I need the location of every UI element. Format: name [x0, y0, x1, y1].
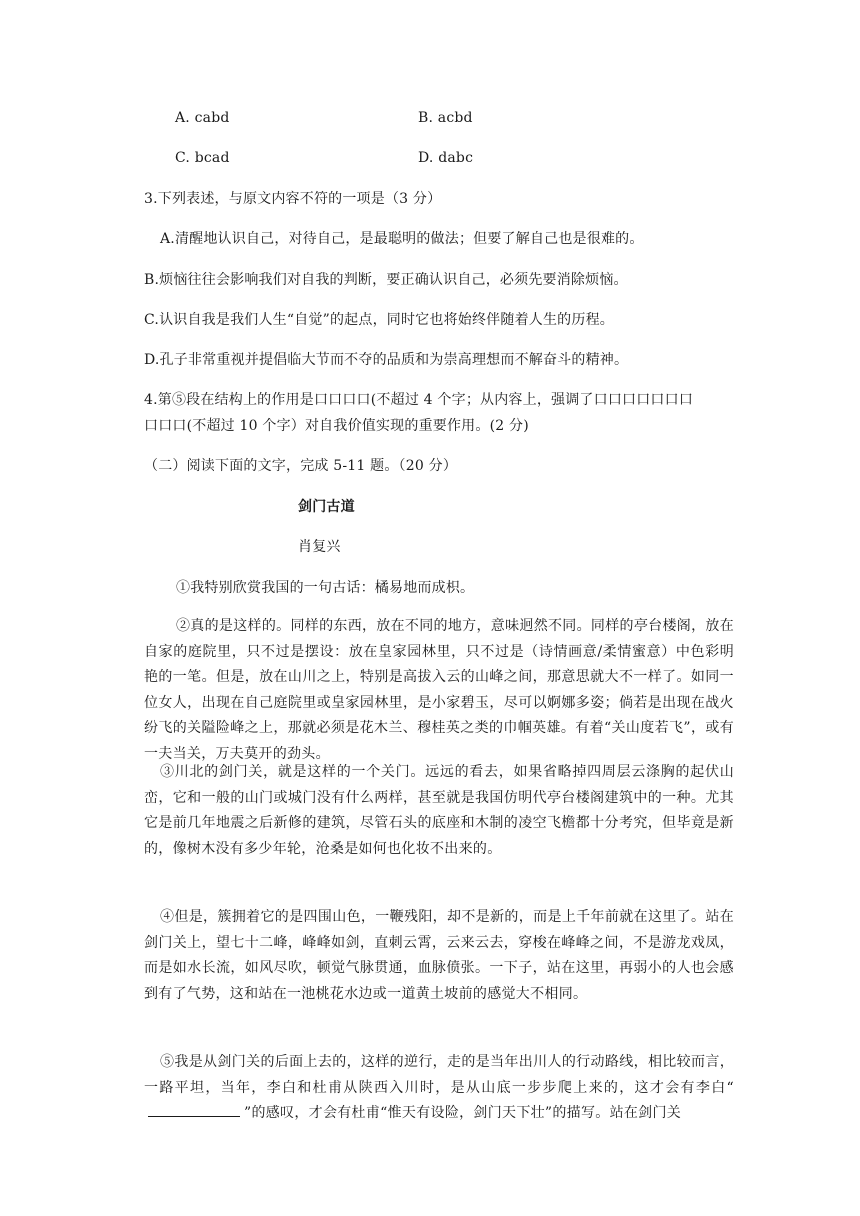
question-4-line-1: 4.第⑤段在结构上的作用是口口口口(不超过 4 个字；从内容上，强调了口口口口口口口	[144, 392, 694, 408]
question-3-option-c: C.认识自我是我们人生“自觉”的起点，同时它也将始终伴随着人生的历程。	[144, 312, 614, 328]
paragraph-5	[144, 1050, 734, 1127]
option-d: D. dabc	[418, 150, 474, 166]
question-3-option-b: B.烦恼往往会影响我们对自我的判断，要正确认识自己，必须先要消除烦恼。	[144, 272, 628, 288]
article-author: 肖复兴	[298, 539, 341, 555]
option-b: B. acbd	[418, 110, 473, 126]
paragraph-5-part-2: ”的感叹，才会有杜甫“惟天有设险，剑门天下壮”的描写。站在剑门关	[244, 1105, 682, 1122]
option-c: C. bcad	[175, 150, 230, 166]
paragraph-5-part-1: ⑤我是从剑门关的后面上去的，这样的逆行，走的是当年出川人的行动路线，相比较而言，一路平坦，当年，李白和杜甫从陕西入川时，是从山底一步步爬上来的，这才会有李白“	[144, 1054, 734, 1096]
paragraph-2: ②真的是这样的。同样的东西，放在不同的地方，意味迥然不同。同样的亭台楼阁，放在自家的庭院里，只不过是摆设：放在皇家园林里，只不过是（诗情画意/柔情蜜意）中色彩明艳的一笔。但是，放在山川之上，特别是高拔入云的山峰之间，那意思就大不一样了。如同一位女人，出现在自己庭院里或皇家园林里，是小家碧玉，尽可以婀娜多姿；倘若是出现在战火纷飞的关隘险峰之上，那就必须是花木兰、穆桂英之类的巾帼英雄。有着“关山度若飞”，或有一夫当关，万夫莫开的劲头。	[144, 618, 734, 762]
section-2-heading: （二）阅读下面的文字，完成 5-11 题。（20 分）	[144, 458, 458, 474]
paragraph-1: ①我特别欣赏我国的一句古话：橘易地而成枳。	[176, 580, 475, 596]
question-4-line-2: 口口口(不超过 10 个字）对自我价值实现的重要作用。(2 分)	[144, 418, 529, 434]
paragraph-4: ④但是，簇拥着它的是四围山色，一鞭残阳，却不是新的，而是上千年前就在这里了。站在剑门关上，望七十二峰，峰峰如剑，直刺云霄，云来云去，穿梭在峰峰之间，不是游龙戏凤，而是如水长流，如风尽吹，顿觉气脉贯通，血脉偾张。一下子，站在这里，再弱小的人也会感到有了气势，这和站在一池桃花水边或一道黄土坡前的感觉大不相同。	[144, 909, 734, 1002]
question-3-stem: 3.下列表述，与原文内容不符的一项是（3 分）	[144, 191, 442, 207]
paragraph-3: ③川北的剑门关，就是这样的一个关门。远远的看去，如果省略掉四周层云涤胸的起伏山峦，它和一般的山门或城门没有什么两样，甚至就是我国仿明代亭台楼阁建筑中的一种。尤其它是前几年地震之后新修的建筑，尽管石头的底座和木制的凌空飞檐都十分考究，但毕竟是新的，像树木没有多少年轮，沧桑是如何也化妆不出来的。	[144, 764, 734, 857]
answer-blank[interactable]	[148, 1102, 240, 1117]
option-a: A. cabd	[175, 110, 230, 126]
article-title: 剑门古道	[298, 499, 355, 515]
question-3-option-d: D.孔子非常重视并提倡临大节而不夺的品质和为崇高理想而不解奋斗的精神。	[144, 352, 629, 368]
question-3-option-a: A.清醒地认识自己，对待自己，是最聪明的做法；但要了解自己也是很难的。	[160, 231, 644, 247]
